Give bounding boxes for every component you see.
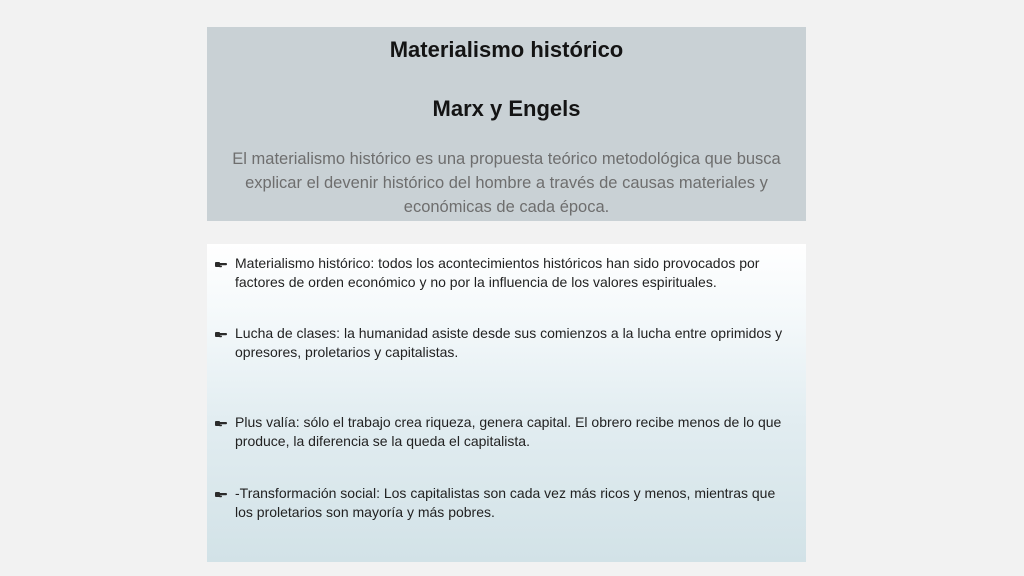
bullet-text: -Transformación social: Los capitalistas son cada vez más ricos y menos, mientras que los proletarios son mayoría y más pobres. — [235, 485, 776, 520]
bullet-item-transformacion-social — [215, 484, 795, 522]
bullet-item-plus-valia — [215, 413, 795, 451]
bullet-text: Plus valía: sólo el trabajo crea riqueza, genera capital. El obrero recibe menos de lo que produce, la diferencia se la queda el capitalista. — [235, 414, 782, 449]
pointing-hand-icon — [215, 419, 227, 428]
bullet-text: Materialismo histórico: todos los acontecimientos históricos han sido provocados por factores de orden económico y no por la influencia de los valores espirituales. — [235, 255, 760, 290]
slide-description: El materialismo histórico es una propuesta teórico metodológica que busca explicar el devenir histórico del hombre a través de causas materiales y económicas de cada época. — [232, 150, 781, 216]
pointing-hand-icon — [215, 260, 227, 269]
pointing-hand-icon — [215, 330, 227, 339]
slide-subtitle: Marx y Engels — [432, 96, 581, 121]
slide-title: Materialismo histórico — [389, 37, 624, 62]
bullet-text: Lucha de clases: la humanidad asiste desde sus comienzos a la lucha entre oprimidos y opresores, proletarios y capitalistas. — [235, 325, 783, 360]
header-panel — [207, 27, 806, 221]
bullet-item-lucha-de-clases — [215, 324, 795, 362]
pointing-hand-icon — [215, 490, 227, 499]
bullet-item-materialismo — [215, 254, 795, 292]
bullet-list-panel — [207, 244, 806, 562]
